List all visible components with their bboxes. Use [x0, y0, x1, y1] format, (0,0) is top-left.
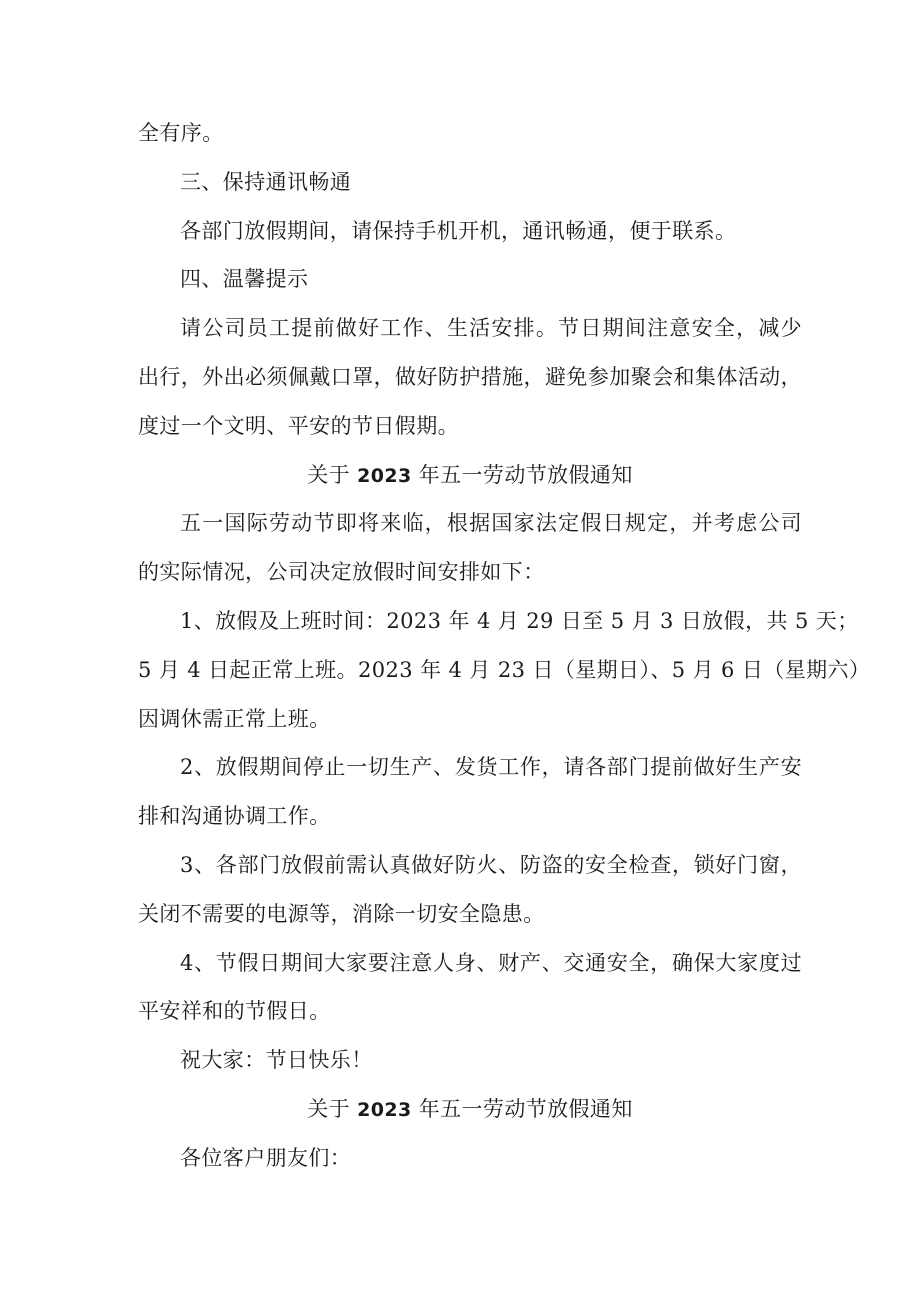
notice-1-item-2-line-1: 2、放假期间停止一切生产、发货工作，请各部门提前做好生产安: [180, 755, 802, 780]
section-4-body-line-2: 出行，外出必须佩戴口罩，做好防护措施，避免参加聚会和集体活动，: [138, 364, 802, 389]
notice-1-item-2-line-2: 排和沟通协调工作。: [138, 804, 331, 829]
notice-1-intro-line-2: 的实际情况，公司决定放假时间安排如下：: [138, 560, 545, 585]
section-4-body-line-1: 请公司员工提前做好工作、生活安排。节日期间注意安全，减少: [180, 316, 802, 341]
notice-1-title: [138, 451, 802, 500]
section-4-body-line-3: 度过一个文明、平安的节日假期。: [138, 413, 459, 438]
notice-1-item-3-line-2: 关闭不需要的电源等，消除一切安全隐患。: [138, 901, 545, 926]
notice-2-salutation: 各位客户朋友们：: [180, 1145, 352, 1170]
notice-1-item-1-line-3: 因调休需正常上班。: [138, 706, 331, 731]
notice-1-title-year: 2023: [357, 464, 412, 487]
notice-1-item-1-line-1: 1、放假及上班时间：2023 年 4 月 29 日至 5 月 3 日放假，共 5 天；: [180, 608, 859, 633]
section-3-body: 各部门放假期间，请保持手机开机，通讯畅通，便于联系。: [180, 218, 737, 243]
notice-2-title: [138, 1085, 802, 1134]
notice-1-closing: 祝大家：节日快乐！: [180, 1048, 373, 1073]
notice-1-item-4-line-2: 平安祥和的节假日。: [138, 999, 331, 1024]
notice-2-title-post: 年五一劳动节放假通知: [418, 1096, 633, 1121]
notice-1-intro-line-1: 五一国际劳动节即将来临，根据国家法定假日规定，并考虑公司: [180, 511, 802, 536]
notice-1-item-3-line-1: 3、各部门放假前需认真做好防火、防盗的安全检查，锁好门窗，: [180, 852, 802, 877]
notice-1-item-1-line-2: 5 月 4 日起正常上班。2023 年 4 月 23 日（星期日）、5 月 6 日（星期六）: [138, 657, 871, 682]
section-heading-4: 四、温馨提示: [180, 267, 309, 292]
notice-1-title-pre: 关于: [307, 462, 351, 487]
notice-2-title-year: 2023: [357, 1098, 412, 1121]
notice-1-item-4-line-1: 4、节假日期间大家要注意人身、财产、交通安全，确保大家度过: [180, 950, 802, 975]
section-heading-3: 三、保持通讯畅通: [180, 169, 352, 194]
paragraph-continuation: 全有序。: [138, 121, 224, 145]
notice-1-title-post: 年五一劳动节放假通知: [418, 462, 633, 487]
document-body: [138, 109, 871, 1183]
notice-2-title-pre: 关于: [307, 1096, 351, 1121]
